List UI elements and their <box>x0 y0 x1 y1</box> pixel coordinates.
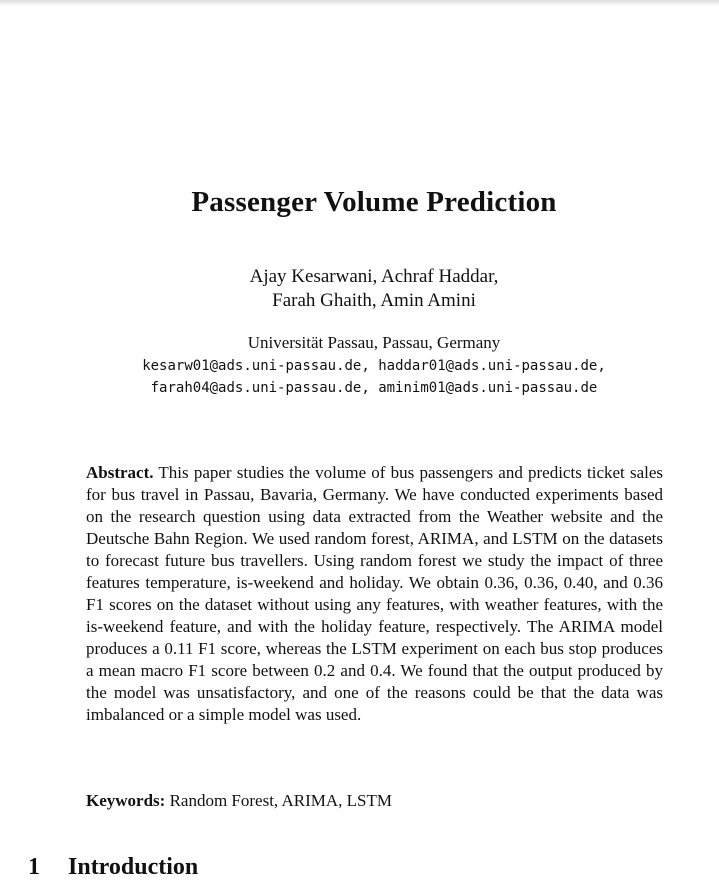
keywords-text: Random Forest, ARIMA, LSTM <box>169 791 393 810</box>
author-list <box>0 265 719 313</box>
window-top-shadow <box>0 0 719 6</box>
affiliation: Universität Passau, Passau, Germany <box>247 333 501 352</box>
paper-title: Passenger Volume Prediction <box>191 186 557 218</box>
section-number: 1 <box>28 854 40 880</box>
keywords-label: Keywords: <box>86 791 166 810</box>
abstract <box>86 462 663 726</box>
author-emails-line-2: farah04@ads.uni-passau.de, aminim01@ads.uni-passau.de <box>150 380 598 396</box>
authors-line-1: Ajay Kesarwani, Achraf Haddar, <box>249 266 499 287</box>
keywords <box>86 791 663 811</box>
abstract-label: Abstract. <box>86 463 154 482</box>
author-emails-line-1: kesarw01@ads.uni-passau.de, haddar01@ads.uni-passau.de, <box>142 358 606 374</box>
section-heading <box>28 854 198 881</box>
section-title: Introduction <box>68 854 199 880</box>
abstract-text: This paper studies the volume of bus passengers and predicts ticket sales for bus travel in Passau, Bavaria, Germany. We have conducted experiments based on the research question using data extracted from the Weather website and the Deutsche Bahn Region. We used random forest, ARIMA, and LSTM on the datasets to forecast future bus travellers. Using random forest we study the impact of three features temperature, is-weekend and holiday. We obtain 0.36, 0.36, 0.40, and 0.36 F1 scores on the dataset without using any features, with weather features, with the is-weekend feature, and with the holiday feature, respectively. The ARIMA model produces a 0.11 F1 score, whereas the LSTM experiment on each bus stop produces a mean macro F1 score between 0.2 and 0.4. We found that the output produced by the model was unsatisfactory, and one of the reasons could be that the data was imbalanced or a simple model was used. <box>86 463 663 724</box>
authors-line-2: Farah Ghaith, Amin Amini <box>272 290 476 311</box>
